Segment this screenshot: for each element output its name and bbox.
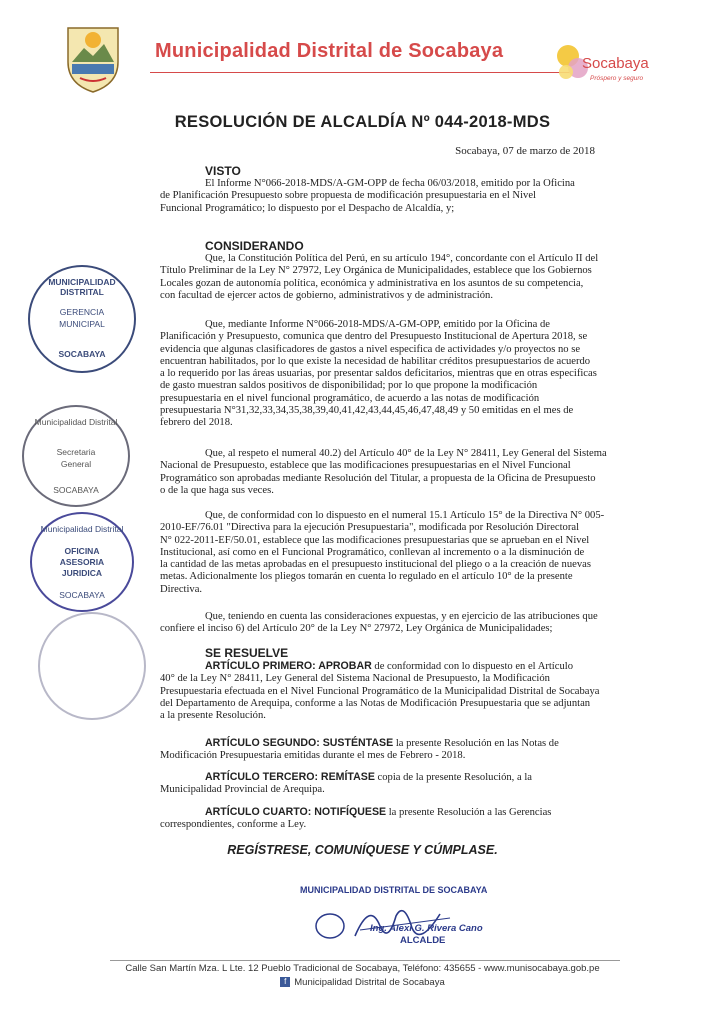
article-first-line: [160, 737, 628, 750]
stamp-bottom-text: SOCABAYA: [59, 590, 105, 600]
article-text: de conformidad con lo dispuesto en el Artículo: [374, 661, 573, 672]
signature-entity: MUNICIPALIDAD DISTRITAL DE SOCABAYA: [300, 885, 488, 895]
stamp-center-text: JURIDICA: [61, 568, 103, 578]
paragraph-line: Que, mediante Informe N°066-2018-MDS/A-GM-OPP, emitido por la Oficina de: [205, 319, 550, 330]
stamp-ring-text: Municipalidad Distrital: [34, 417, 118, 427]
paragraph-line: presupuestaria en el nivel funcional programático, de acuerdo a las notas de modificación: [160, 392, 540, 404]
paragraph-line: Locales gozan de autonomía política, económica y administrativa en los asuntos de su competencia,: [160, 277, 584, 289]
paragraph-line: con facultad de ejercer actos de gobierno, administrativos y de administración.: [160, 289, 493, 301]
visto-heading: VISTO: [205, 164, 241, 178]
municipality-header-title: Municipalidad Distrital de Socabaya: [155, 40, 504, 62]
closing-formula: REGÍSTRESE, COMUNÍQUESE Y CÚMPLASE.: [227, 843, 498, 857]
paragraph-line: a la presente Resolución.: [160, 710, 266, 722]
paragraph-line: metas. Adicionalmente los pliegos tomarán en cuenta lo regulado en el artículo 10° de la presente: [160, 571, 573, 583]
paragraph-line: 40° de la Ley N° 28411, Ley General del Sistema Nacional de Presupuesto, la Modificación: [160, 673, 550, 685]
faded-planning-stamp: [38, 612, 146, 720]
visto-line: de Planificación Presupuesto sobre propuesta de modificación presupuestaria en el Nivel: [160, 190, 536, 202]
article-primero: [160, 660, 628, 722]
article-tercero: [160, 771, 628, 797]
facebook-icon: f: [280, 977, 290, 987]
article-first-line: [160, 660, 628, 673]
stamp-center-text: GERENCIA: [59, 307, 105, 317]
paragraph-line: Que, al respeto el numeral 40.2) del Artículo 40° de la Ley N° 28411, Ley General del Sistema: [205, 448, 607, 459]
paragraph-line: correspondientes, conforme a Ley.: [160, 819, 307, 831]
paragraph-line: Planificación y Presupuesto, comunica que dentro del Presupuesto Institucional de Apertura 2018, se: [160, 331, 588, 343]
paragraph-line: la cantidad de las metas aprobadas en el presupuesto institucional del pliego o a la creación de nuevas: [160, 559, 591, 571]
stamp-center-text: Secretaria: [56, 447, 96, 457]
paragraph-line: de gasto muestran saldos positivos de disponibilidad; por lo que propone la modificación: [160, 380, 538, 392]
paragraph-line: Presupuestaria efectuada en el Nivel Funcional Programático de la Municipalidad Distrital de Socabaya: [160, 685, 600, 697]
stamp-bottom-text: SOCABAYA: [53, 485, 99, 495]
stamp-center-text: OFICINA: [64, 546, 100, 556]
visto-line: El Informe N°066-2018-MDS/A-GM-OPP de fecha 06/03/2018, emitido por la Oficina: [205, 178, 575, 189]
considerando-paragraph-4: [160, 510, 628, 596]
paragraph-line: a lo requerido por las áreas usuarias, por presentar saldos deficitarios, mientras que en otras especificas: [160, 368, 597, 380]
footer-address: Calle San Martín Mza. L Lte. 12 Pueblo Tradicional de Socabaya, Teléfono: 435655 - www.munisocabaya.gob.pe: [125, 963, 600, 974]
gerencia-municipal-stamp: [28, 265, 136, 373]
stamp-ring-text: Municipalidad Distrital: [40, 524, 124, 534]
paragraph-line: Título Preliminar de la Ley N° 27972, Ley Orgánica de Municipalidades, establece que los Gobiernos: [160, 265, 592, 277]
paragraph-line: febrero del 2018.: [160, 417, 233, 429]
paragraph-line: Institucional, así como en el Funcional Programático, conllevan al incremento o a la disminución de: [160, 546, 585, 558]
paragraph-line: 2010-EF/76.01 "Directiva para la ejecución Presupuestaria", modificada por Resolución Directoral: [160, 522, 580, 534]
stamp-bottom-text: SOCABAYA: [58, 349, 106, 359]
article-first-line: [160, 806, 628, 819]
article-first-line: [160, 771, 628, 784]
paragraph-line: o de la que haga sus veces.: [160, 484, 274, 496]
footer-divider: [110, 960, 620, 961]
paragraph-line: Que, la Constitución Política del Perú, en su artículo 194°, concordante con el Artículo II del: [205, 253, 599, 264]
header-divider: [150, 72, 570, 73]
paragraph-line: confiere el inciso 6) del Artículo 20° de la Ley N° 27972, Ley Orgánica de Municipalidades;: [160, 623, 553, 635]
stamp-center-text: General: [60, 459, 92, 469]
article-label: ARTÍCULO CUARTO: NOTIFÍQUESE: [205, 806, 387, 818]
stamp-center-text: ASESORIA: [59, 557, 105, 567]
asesoria-juridica-stamp: [30, 512, 134, 612]
article-label: ARTÍCULO PRIMERO: APROBAR: [205, 660, 372, 672]
considerando-paragraph-1: [160, 253, 628, 302]
considerando-paragraph-3: [160, 448, 628, 497]
resolution-title: RESOLUCIÓN DE ALCALDÍA Nº 044-2018-MDS: [174, 113, 551, 131]
paragraph-line: Que, de conformidad con lo dispuesto en el numeral 15.1 Artículo 15° de la Directiva N° 005-: [205, 510, 605, 521]
resolution-date: Socabaya, 07 de marzo de 2018: [455, 145, 595, 157]
paragraph-line: Nacional de Presupuesto, establece que las modificaciones presupuestarias en el Nivel Funcional: [160, 460, 571, 472]
paragraph-line: Directiva.: [160, 583, 203, 595]
signatory-name: Ing. Alexi G. Rivera Cano: [370, 923, 483, 934]
footer-social-label: Municipalidad Distrital de Socabaya: [294, 977, 445, 988]
paragraph-line: encuentran habilitados, por lo que existe la necesidad de habilitar créditos presupuestarios de acuerdo: [160, 355, 591, 367]
article-text: copia de la presente Resolución, a la: [377, 772, 532, 783]
visto-line: Funcional Programático; lo dispuesto por el Despacho de Alcaldía, y;: [160, 202, 455, 214]
municipal-crest-logo: [60, 22, 126, 94]
footer-social: [0, 977, 725, 988]
stamp-ring-text: MUNICIPALIDAD DISTRITAL: [48, 277, 116, 297]
se-resuelve-heading: SE RESUELVE: [205, 646, 289, 660]
considerando-paragraph-2: [160, 319, 628, 430]
paragraph-line: N° 022-2011-EF/50.01, establece que las modificaciones presupuestarias que se aprueban en el Nivel: [160, 534, 590, 546]
considerando-heading: CONSIDERANDO: [205, 239, 304, 253]
article-label: ARTÍCULO TERCERO: REMÍTASE: [205, 771, 375, 783]
paragraph-line: Municipalidad Provincial de Arequipa.: [160, 784, 325, 796]
paragraph-line: Modificación Presupuestaria emitidas durante el mes de Febrero - 2018.: [160, 750, 466, 762]
paragraph-line: Programático son aprobadas mediante Resolución del Titular, a propuesta de la Oficina de Presupuesto: [160, 472, 596, 484]
article-cuarto: [160, 806, 628, 832]
stamp-center-text: MUNICIPAL: [59, 319, 105, 329]
brand-tagline: Próspero y seguro: [590, 75, 644, 82]
brand-name: Socabaya: [582, 55, 649, 72]
paragraph-line: Que, teniendo en cuenta las consideraciones expuestas, y en ejercicio de las atribuciones que: [205, 611, 598, 622]
considerando-paragraph-5: [160, 611, 628, 636]
signatory-role: ALCALDE: [400, 935, 446, 946]
article-text: la presente Resolución a las Gerencias: [388, 807, 552, 818]
article-text: la presente Resolución en las Notas de: [395, 738, 559, 749]
paragraph-line: presupuestaria N°31,32,33,34,35,38,39,40,41,42,43,44,45,46,47,48,49 y 50 emitidas en el mes de: [160, 405, 574, 417]
visto-block: [160, 178, 628, 215]
secretaria-general-stamp: [22, 405, 130, 507]
paragraph-line: del Departamento de Arequipa, conforme a las Notas de Modificación Presupuestaria que se adjuntan: [160, 697, 591, 709]
article-segundo: [160, 737, 628, 763]
paragraph-line: evidencia que algunas clasificadores de gastos a nivel especifica de actividades y/o proyectos no se: [160, 343, 581, 355]
article-label: ARTÍCULO SEGUNDO: SUSTÉNTASE: [205, 737, 394, 749]
